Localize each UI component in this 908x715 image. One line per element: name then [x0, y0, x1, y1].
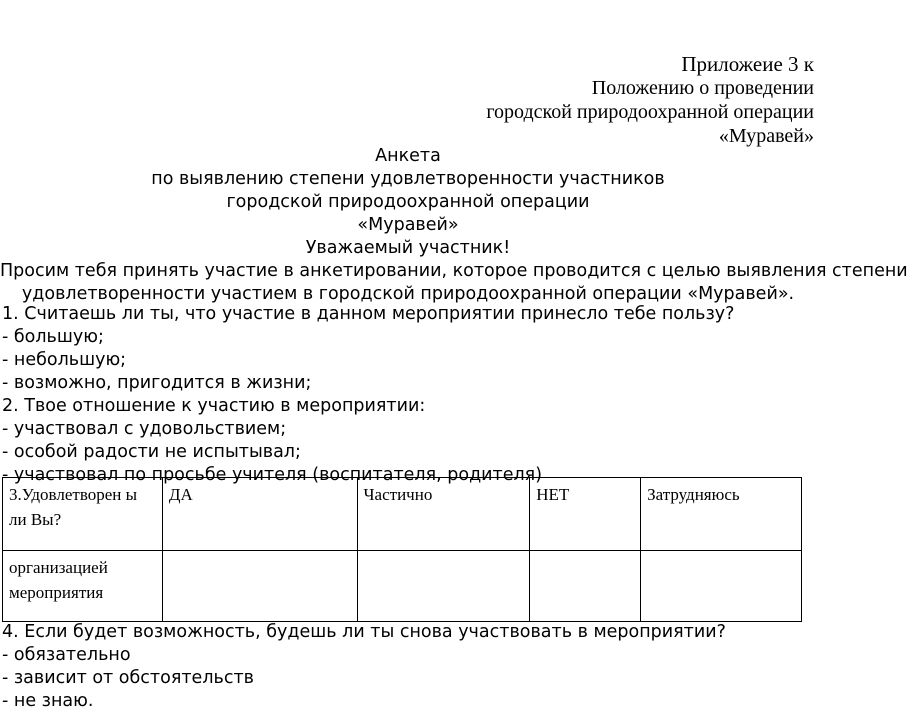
title-line: «Муравей» [357, 215, 459, 235]
table-header-cell: Затрудняюсь [641, 478, 802, 551]
appendix-line: Положению о проведении [591, 77, 814, 99]
table-header-cell: ДА [162, 478, 357, 551]
satisfaction-table [2, 477, 802, 622]
table-row [3, 551, 802, 622]
greeting-line: Уважаемый участник! [305, 238, 511, 258]
table-cell: организацией мероприятия [3, 551, 163, 622]
question-2: 2. Твое отношение к участию в мероприятии: [2, 396, 426, 416]
appendix-line: «Муравей» [718, 125, 814, 147]
table-header-cell: Частично [357, 478, 530, 551]
table-header-cell: НЕТ [530, 478, 641, 551]
answer-option: - возможно, пригодится в жизни; [2, 373, 312, 393]
title-line: городской природоохранной операции [226, 192, 590, 212]
intro-line: удовлетворенности участием в городской природоохранной операции «Муравей». [21, 284, 795, 304]
answer-option: - обязательно [2, 645, 131, 665]
title-line: по выявлению степени удовлетворенности участников [151, 169, 665, 189]
question-4: 4. Если будет возможность, будешь ли ты снова участвовать в мероприятии? [2, 622, 726, 642]
appendix-line: Приложеие 3 к [681, 52, 814, 76]
answer-option: - большую; [2, 327, 104, 347]
answer-option: - участвовал по просьбе учителя (воспитателя, родителя) [2, 465, 543, 485]
questions-section [2, 303, 734, 487]
appendix-header [486, 52, 814, 148]
intro-line: Просим тебя принять участие в анкетировании, которое проводится с целью выявления степени [0, 261, 908, 281]
table-cell [641, 551, 802, 622]
answer-option: - небольшую; [2, 350, 127, 370]
answer-option: - не знаю. [2, 691, 94, 711]
questions-section-2 [2, 621, 726, 713]
table-cell [357, 551, 530, 622]
question-1: 1. Считаешь ли ты, что участие в данном мероприятии принесло тебе пользу? [2, 304, 735, 324]
table-cell [530, 551, 641, 622]
questionnaire-title [0, 145, 908, 306]
appendix-line: городской природоохранной операции [486, 101, 814, 123]
table-cell [162, 551, 357, 622]
table-row [3, 478, 802, 551]
answer-option: - особой радости не испытывал; [2, 442, 301, 462]
title-line: Анкета [375, 146, 441, 166]
answer-option: - участвовал с удовольствием; [2, 419, 287, 439]
table-header-cell: 3.Удовлетворен ы ли Вы? [3, 478, 163, 551]
answer-option: - зависит от обстоятельств [2, 668, 254, 688]
